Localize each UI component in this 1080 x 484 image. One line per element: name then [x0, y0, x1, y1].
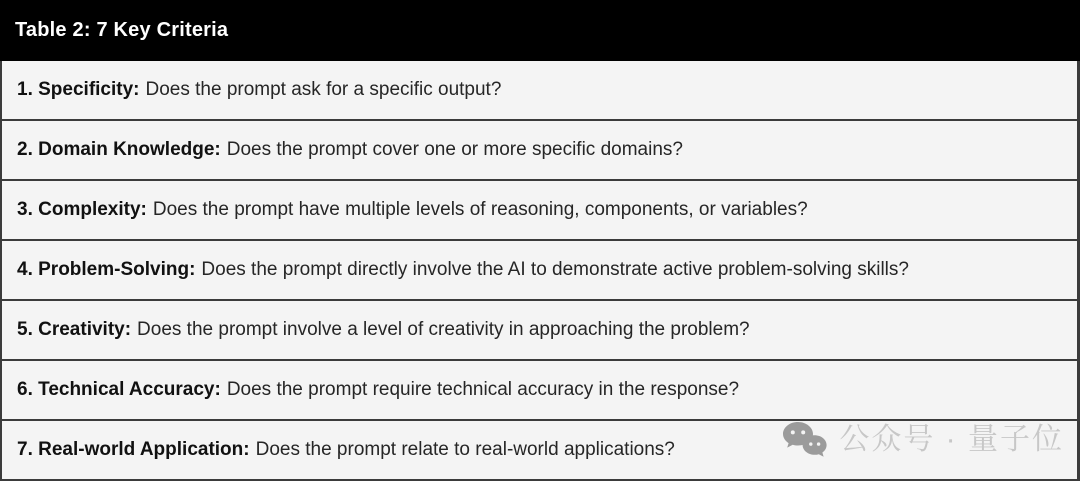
criterion-label: 6. Technical Accuracy: — [17, 379, 221, 400]
criterion-label: 1. Specificity: — [17, 79, 140, 100]
table-row — [2, 241, 1077, 301]
criterion-label: 7. Real-world Application: — [17, 439, 250, 460]
criterion-label: 5. Creativity: — [17, 319, 132, 340]
criterion-text: Does the prompt require technical accuracy in the response? — [226, 379, 740, 400]
criterion-label: 3. Complexity: — [17, 199, 147, 220]
table-row — [2, 361, 1077, 421]
table-row — [2, 421, 1077, 481]
criterion-label: 4. Problem-Solving: — [17, 259, 196, 280]
table-row — [2, 61, 1077, 121]
criterion-text: Does the prompt ask for a specific output? — [145, 79, 502, 100]
table-row — [2, 121, 1077, 181]
criterion-label: 2. Domain Knowledge: — [17, 139, 221, 160]
criterion-text: Does the prompt cover one or more specific domains? — [226, 139, 683, 160]
table-row — [2, 181, 1077, 241]
criterion-text: Does the prompt relate to real-world applications? — [255, 439, 675, 460]
watermark-text: 公众号 · 量子位 — [839, 423, 1064, 456]
criterion-text: Does the prompt directly involve the AI to demonstrate active problem-solving skills? — [201, 259, 909, 280]
table-row — [2, 301, 1077, 361]
table-body — [0, 61, 1080, 481]
table-title: Table 2: 7 Key Criteria — [0, 0, 1080, 61]
criterion-text: Does the prompt involve a level of creativity in approaching the problem? — [137, 319, 750, 340]
criterion-text: Does the prompt have multiple levels of reasoning, components, or variables? — [152, 199, 808, 220]
